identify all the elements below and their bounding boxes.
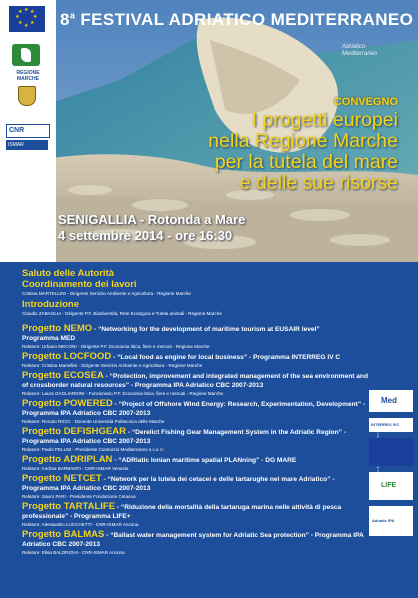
- project-relatore: Relatore: Laura GAGLIARDINI - Funzionario P.F. Economia ittica, fiere e mercati - Regione Marche: [22, 391, 224, 396]
- program-list: [22, 268, 368, 558]
- event-location: SENIGALLIA - Rotonda a Mare: [58, 212, 246, 227]
- project-relatore: Relatore: Andrea BARBANTI - CNR-ISMAR Venezia: [22, 466, 129, 471]
- project-item-balmas: [22, 530, 368, 556]
- coordinamento-heading: Coordinamento dei lavori: [22, 279, 137, 290]
- project-item-tartalife: [22, 502, 368, 528]
- eu-flag-icon: ★ ★ ★ ★ ★ ★ ★ ★: [9, 6, 45, 32]
- project-name: Progetto TARTALIFE: [22, 501, 116, 512]
- program-section: [0, 262, 418, 598]
- project-item-adriplan: [22, 455, 368, 472]
- project-name: Progetto NEMO: [22, 323, 93, 334]
- project-name: Progetto DEFISHGEAR: [22, 426, 126, 437]
- partner-logos-column: [0, 0, 56, 262]
- introduzione-heading: Introduzione: [22, 299, 79, 310]
- hero-image: [0, 0, 418, 262]
- project-item-netcet: [22, 474, 368, 500]
- project-desc: - “ADRiatic Ionian maritime spatial PLANning” - DG MARE: [112, 457, 297, 464]
- saluto-heading: Saluto delle Autorità: [22, 268, 115, 279]
- regione-marche-label: REGIONE MARCHE: [16, 70, 40, 82]
- project-desc: - “Riduzione della mortalità della tartaruga marina nelle attività di pesca professionale” - Programma LIFE+: [22, 504, 342, 520]
- project-relatore: Relatore: Alessandro LUCCHETTI - CNR-ISMAR Ancona: [22, 522, 139, 527]
- project-item-defishgear: [22, 427, 368, 453]
- project-name: Progetto BALMAS: [22, 529, 105, 540]
- project-item-locfood: [22, 352, 368, 369]
- project-relatore: Relatore: Paolo PELUSI - Presidente Consorzio Mediterraneo s.c.a r.l.: [22, 447, 165, 452]
- project-desc: - “Project of Offshore Wind Energy: Research, Experimentation, Development” - Programma IPA Adriatico CBC 2007-2013: [22, 401, 366, 417]
- project-relatore: Relatore: Cristina Martellini - Dirigente Servizio Ambiente e Agricoltura - Regione Marche: [22, 363, 203, 368]
- project-name: Progetto ADRIPLAN: [22, 454, 113, 465]
- project-desc: - “Derelict Fishing Gear Management System in the Adriatic Region” - Programma IPA Adriatico CBC 2007-2013: [22, 429, 346, 445]
- project-name: Progetto LOCFOOD: [22, 351, 112, 362]
- med-programme-logo: Med: [369, 390, 413, 412]
- project-desc: - “Local food as engine for local business” - Programma INTERREG IV C: [111, 354, 341, 361]
- credits-note: di: Marche: [376, 428, 380, 470]
- project-name: Progetto POWERED: [22, 398, 113, 409]
- project-item-nemo: [22, 324, 368, 350]
- interreg-logo: INTERREG IVC: [369, 418, 413, 432]
- event-type: CONVEGNO: [333, 96, 398, 108]
- project-desc: - “Network per la tutela dei cetacei e delle tartarughe nel mare Adriatico” - Programma IPA Adriatico CBC 2007-2013: [22, 476, 335, 492]
- life-programme-logo: LIFE: [369, 472, 413, 500]
- programme-logos: [369, 390, 413, 542]
- project-desc: - “Protection, improvement and integrated management of the sea environment and of crossborder natural resources” - Programma IPA Adriatico CBC 2007-2013: [22, 373, 368, 389]
- project-desc: - “Networking for the development of maritime tourism at EUSAIR level”: [92, 326, 320, 333]
- ismar-logo: ISMAR: [6, 140, 48, 150]
- eu-life-flag-icon: [369, 438, 413, 466]
- festival-title: 8$^a$ FESTIVAL ADRIATICO MEDITERRANEO: [60, 10, 414, 29]
- adriatico-mediterraneo-logo: Adriatico Mediterraneo: [342, 44, 378, 57]
- project-programme: Programma MED: [22, 335, 76, 342]
- project-relatore: Relatore: Sauro PARI - Presidente Fondazione Cetacea: [22, 494, 136, 499]
- project-relatore: Relatore: Elisa BALDRIGHI - CNR-ISMAR Ancona: [22, 550, 125, 555]
- ipa-adriatic-logo: Adriatic IPA: [369, 506, 413, 536]
- event-title: I progetti europei nella Regione Marche per la tutela del mare e delle sue risorse: [208, 109, 398, 194]
- project-name: Progetto ECOSEA: [22, 370, 104, 381]
- project-item-ecosea: [22, 371, 368, 397]
- coordinamento-relatore: Cristina MARTELLINI - Dirigente Servizio Ambiente e Agricoltura - Regione Marche: [22, 291, 191, 296]
- project-relatore: Relatore: Urbano MECONI - Dirigente P.F. Economia ittica, fiere e mercati - Regione Marche: [22, 344, 210, 349]
- project-name: Progetto NETCET: [22, 473, 102, 484]
- municipal-crest-icon: [18, 86, 36, 106]
- introduzione-relatore: Claudio ZABAGLIA - Dirigente P.F. Biodiversità, Rete Ecologica e Tutela animali - Regione Marche: [22, 311, 222, 316]
- project-desc: - “Ballast water management system for Adriatic Sea protection” - Programma IPA Adriatico CBC 2007-2013: [22, 532, 364, 548]
- event-date: 4 settembre 2014 - ore 16:30: [58, 228, 233, 243]
- project-item-powered: [22, 399, 368, 425]
- regione-marche-logo: [12, 44, 40, 66]
- cnr-logo: CNR: [6, 124, 50, 138]
- project-relatore: Relatore: Renato RICCI - Docente Università Politecnica delle Marche: [22, 419, 165, 424]
